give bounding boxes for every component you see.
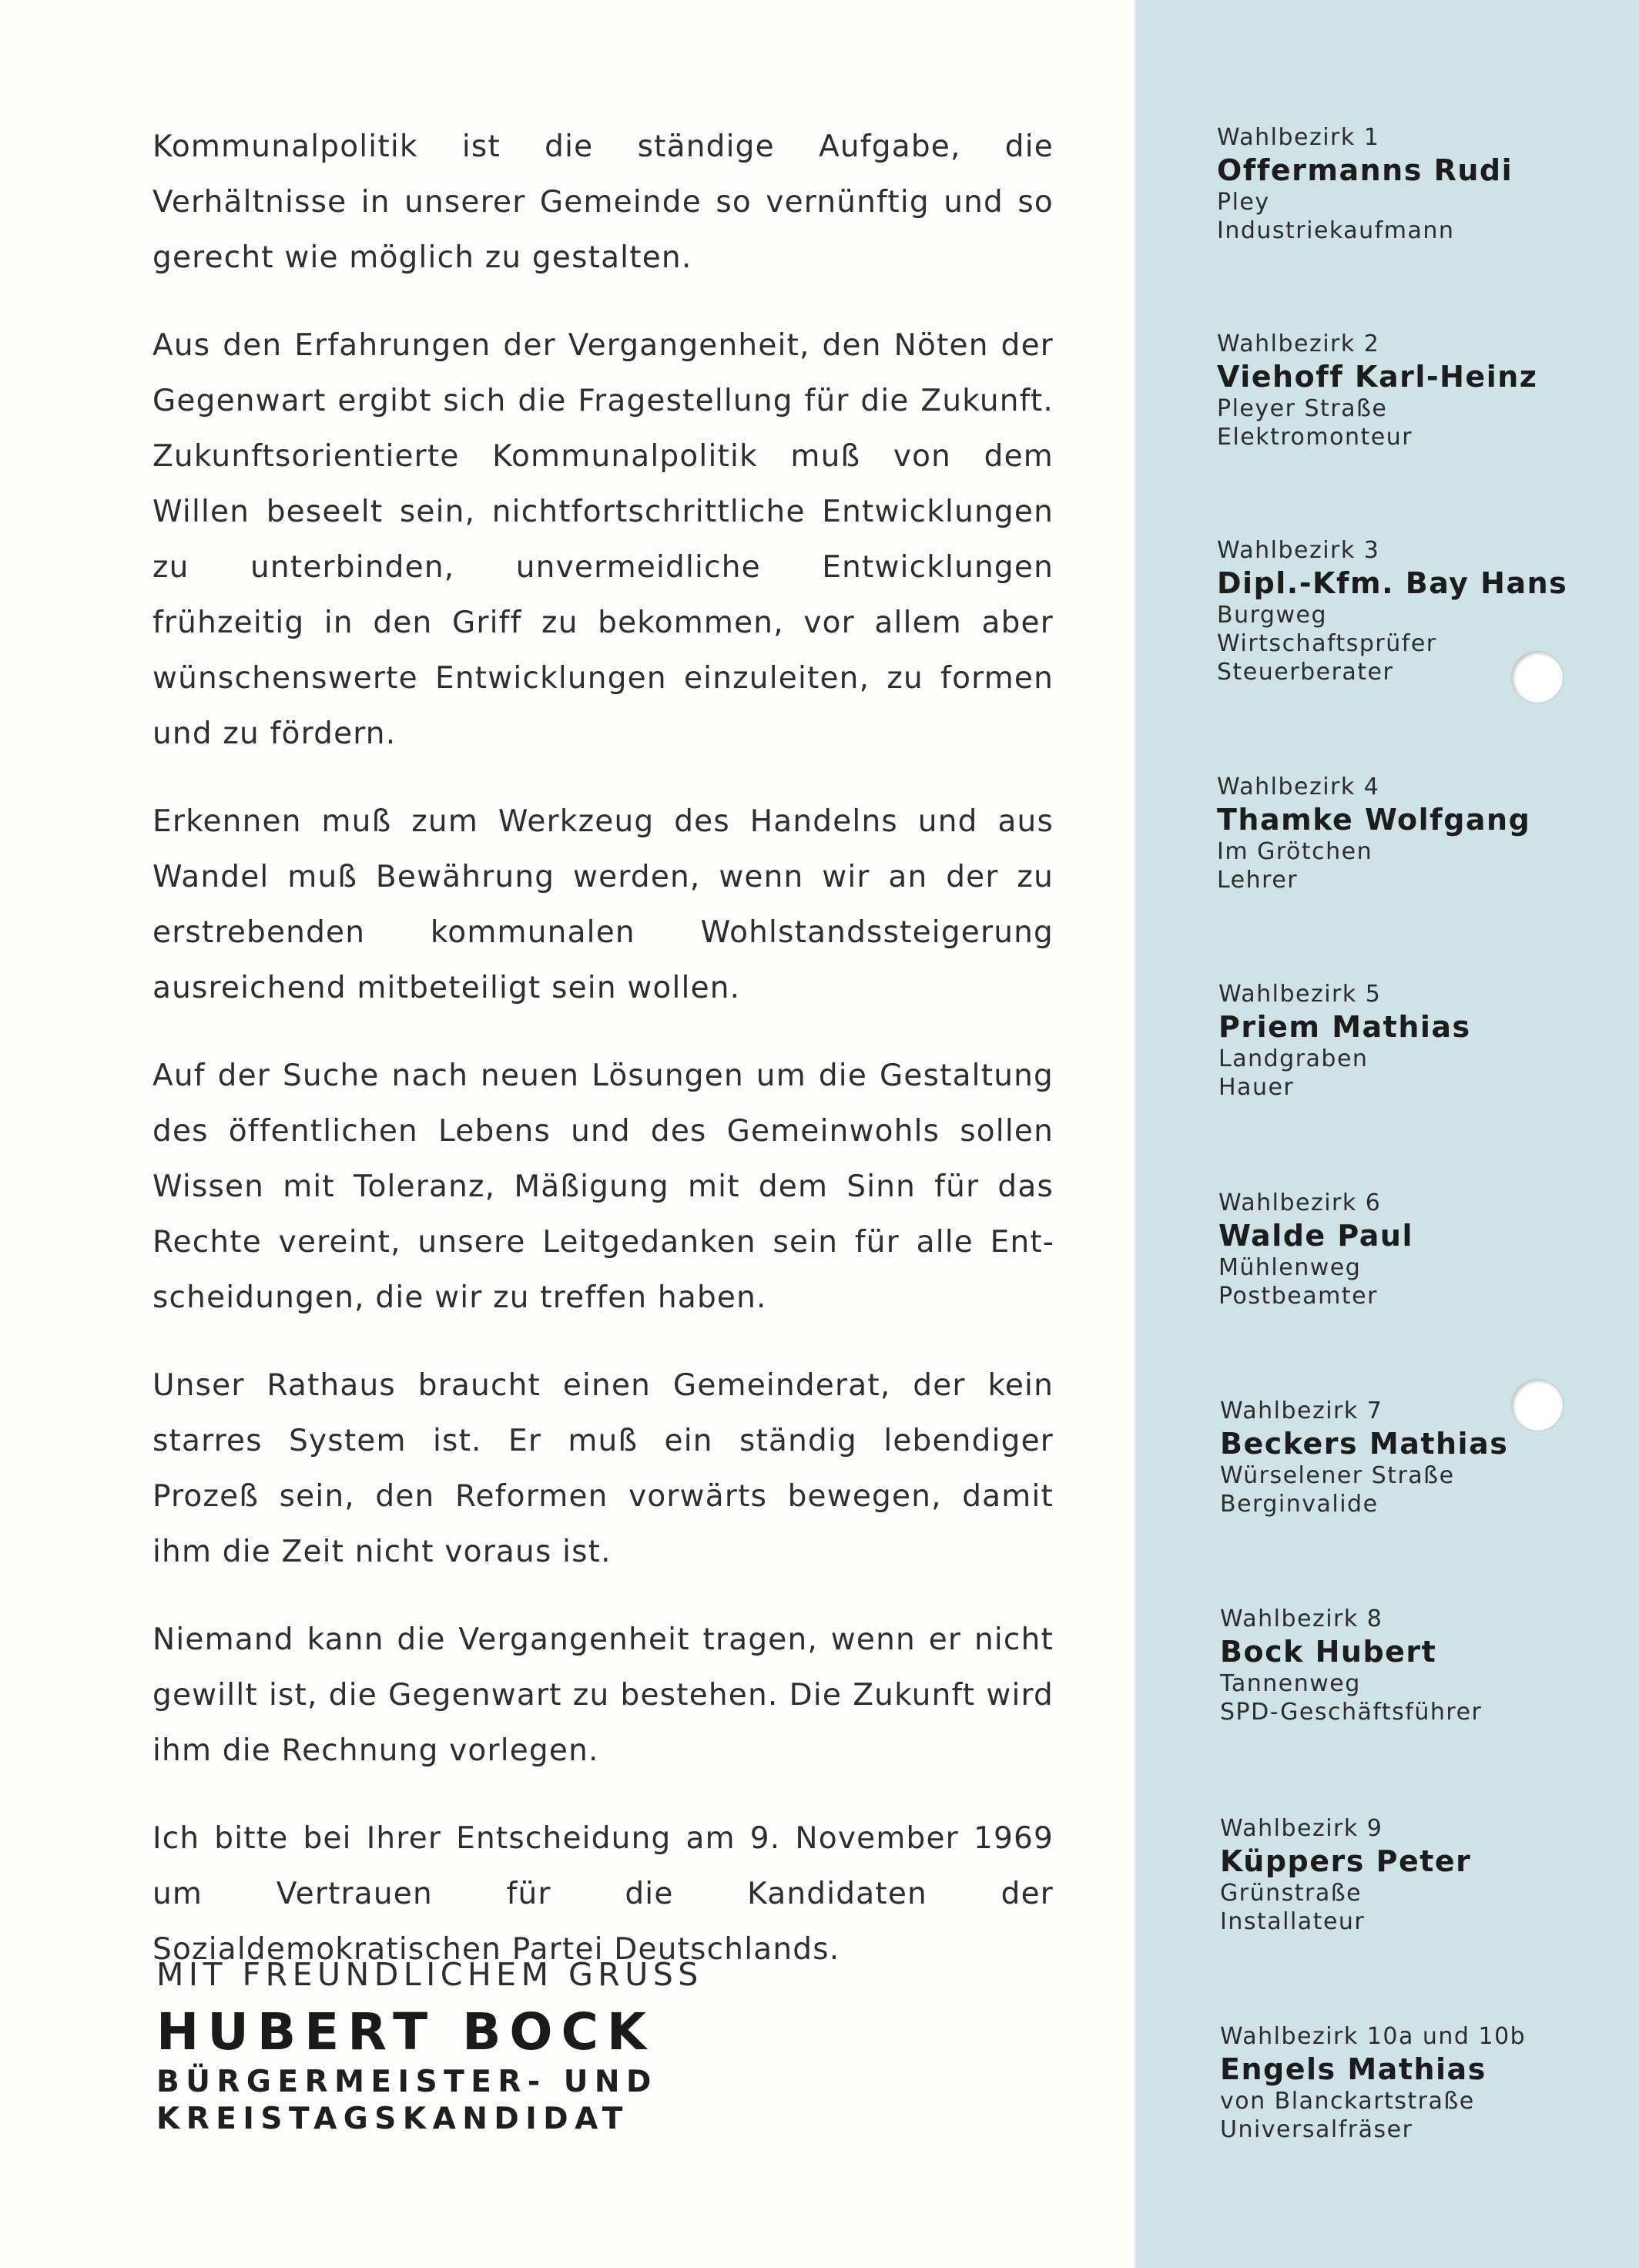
candidate-occupation: Installateur xyxy=(1220,1908,1366,1935)
candidate-district: Wahlbezirk 7 xyxy=(1220,1397,1383,1424)
candidate-entry xyxy=(1220,1814,1636,1936)
letter-paragraph-3: Erkennen muß zum Werkzeug des Handelns und aus Wandel muß Bewährung werden, wenn wir an der zu erstrebenden kommunalen Wohlstandssteigerung ausreichend mitbeteiligt sein wollen. xyxy=(153,804,1054,1005)
candidate-street: Landgraben xyxy=(1218,1045,1369,1072)
candidate-entry xyxy=(1220,1397,1636,1518)
candidate-street: Im Grötchen xyxy=(1217,838,1373,865)
candidate-street: von Blanckartstraße xyxy=(1220,2088,1475,2115)
letter-paragraph-6: Niemand kann die Vergangenheit tragen, wenn er nicht gewillt ist, die Gegenwart zu bestehen. Die Zukunft wird ihm die Rechnung vorlegen. xyxy=(153,1622,1054,1768)
candidate-entry xyxy=(1220,2022,1636,2144)
candidate-entry xyxy=(1217,536,1633,686)
candidate-occupation: SPD-Geschäftsführer xyxy=(1220,1699,1483,1726)
candidate-occupation: Universalfräser xyxy=(1220,2116,1413,2143)
candidate-name: Engels Mathias xyxy=(1220,2052,1486,2086)
candidate-district: Wahlbezirk 4 xyxy=(1217,773,1380,800)
candidate-street: Würselener Straße xyxy=(1220,1462,1455,1489)
candidate-district: Wahlbezirk 8 xyxy=(1220,1605,1383,1632)
candidate-name: Küppers Peter xyxy=(1220,1844,1472,1878)
candidate-sidebar xyxy=(1136,0,1639,2268)
candidate-district: Wahlbezirk 10a und 10b xyxy=(1220,2023,1527,2050)
punch-hole xyxy=(1511,1379,1564,1431)
letter-paragraph-5: Unser Rathaus braucht einen Gemeinderat, der kein starres System ist. Er muß ein ständig lebendiger Prozeß sein, den Reformen vorwärts bewegen, damit ihm die Zeit nicht voraus ist. xyxy=(153,1368,1054,1569)
signer-name: HUBERT BOCK xyxy=(156,2002,655,2062)
candidate-name: Offermanns Rudi xyxy=(1217,153,1513,187)
candidate-occupation: Steuerberater xyxy=(1217,659,1394,686)
punch-hole xyxy=(1511,651,1564,703)
candidate-entry xyxy=(1218,1189,1634,1310)
candidate-entry xyxy=(1218,980,1634,1102)
candidate-name: Walde Paul xyxy=(1218,1219,1413,1253)
candidate-street: Grünstraße xyxy=(1220,1880,1362,1907)
candidate-district: Wahlbezirk 6 xyxy=(1218,1189,1382,1216)
candidate-street: Burgweg xyxy=(1217,602,1327,629)
letter-paragraph-1: Kommunalpolitik ist die ständige Aufgabe, die Verhältnisse in unserer Gemeinde so vernünftig und so gerecht wie möglich zu gestalten. xyxy=(153,129,1054,275)
candidate-district: Wahlbezirk 1 xyxy=(1217,124,1380,151)
candidate-occupation: Postbeamter xyxy=(1218,1283,1378,1310)
signer-role-line-1: BÜRGERMEISTER- UND xyxy=(156,2065,658,2099)
signer-role-line-2: KREISTAGSKANDIDAT xyxy=(156,2102,629,2136)
candidate-district: Wahlbezirk 2 xyxy=(1217,330,1380,357)
greeting: MIT FREUNDLICHEM GRUSS xyxy=(156,1956,703,1993)
candidate-street: Pley xyxy=(1217,189,1270,216)
candidate-occupation: Hauer xyxy=(1218,1074,1295,1101)
candidate-district: Wahlbezirk 5 xyxy=(1218,981,1382,1008)
candidate-street: Pleyer Straße xyxy=(1217,395,1388,422)
candidate-occupation: Industriekaufmann xyxy=(1217,217,1455,244)
candidate-district: Wahlbezirk 3 xyxy=(1217,537,1380,564)
candidate-entry xyxy=(1217,330,1633,451)
candidate-district: Wahlbezirk 9 xyxy=(1220,1815,1383,1842)
letter-paragraph-4: Auf der Suche nach neuen Lösungen um die Gestaltung des öffentlichen Lebens und des Gemeinwohls sollen Wissen mit Toleranz, Mäßigung mit dem Sinn für das Rechte vereint, unsere Leitgedanken sein für alle Entscheidungen, die wir zu treffen haben. xyxy=(153,1059,1054,1315)
candidate-street: Wirtschaftsprüfer xyxy=(1217,630,1437,657)
candidate-name: Priem Mathias xyxy=(1218,1010,1471,1044)
candidate-name: Thamke Wolfgang xyxy=(1217,803,1531,837)
letter-paragraph-2: Aus den Erfahrungen der Vergangenheit, den Nöten der Gegenwart ergibt sich die Fragestellung für die Zukunft. Zukunftsorientierte Kommunalpolitik muß von dem Willen beseelt sein, nichtfortschrittliche Entwicklungen zu unterbinden, unvermeidliche Entwicklungen frühzeitig in den Griff zu bekommen, vor allem aber wünschenswerte Entwicklungen einzuleiten, zu formen und zu fördern. xyxy=(153,328,1054,751)
candidate-occupation: Elektromonteur xyxy=(1217,424,1413,451)
letter-body xyxy=(153,119,1054,2010)
candidate-entry xyxy=(1217,773,1633,894)
candidate-entry xyxy=(1217,123,1633,245)
candidate-name: Beckers Mathias xyxy=(1220,1427,1509,1461)
candidate-name: Viehoff Karl-Heinz xyxy=(1217,360,1538,394)
candidate-entry xyxy=(1220,1605,1636,1726)
candidate-occupation: Lehrer xyxy=(1217,867,1299,894)
candidate-street: Tannenweg xyxy=(1220,1670,1361,1697)
candidate-street: Mühlenweg xyxy=(1218,1254,1362,1281)
candidate-occupation: Berginvalide xyxy=(1220,1491,1379,1518)
candidate-name: Bock Hubert xyxy=(1220,1635,1437,1669)
letter-paragraph-7: Ich bitte bei Ihrer Entscheidung am 9. November 1969 um Vertrauen für die Kandidaten der Sozialdemokratischen Partei Deutschlands. xyxy=(153,1821,1054,1967)
signature-block xyxy=(156,1953,711,2138)
candidate-name: Dipl.-Kfm. Bay Hans xyxy=(1217,566,1568,600)
